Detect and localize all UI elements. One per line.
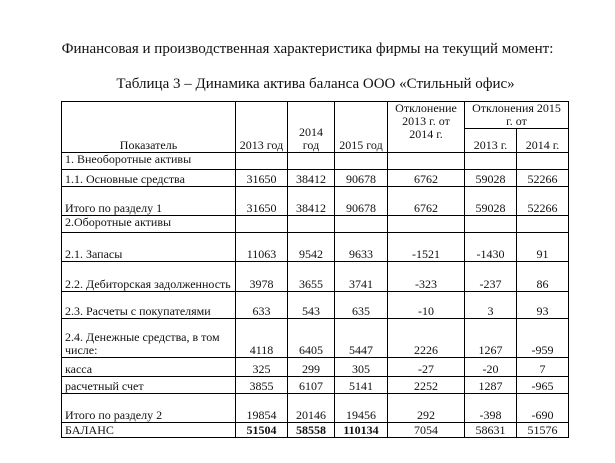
row-value: 9633 bbox=[335, 233, 388, 262]
table-row bbox=[62, 423, 569, 438]
row-value bbox=[517, 153, 569, 170]
row-value: 59028 bbox=[465, 170, 517, 187]
row-label: 2.2. Дебиторская задолженность bbox=[62, 262, 236, 292]
row-value: 635 bbox=[335, 292, 388, 319]
row-value: -1430 bbox=[465, 233, 517, 262]
row-value: -323 bbox=[388, 262, 465, 292]
table-title: Таблица 3 – Динамика актива баланса ООО «Стильный офис» bbox=[116, 76, 515, 92]
row-value: 299 bbox=[288, 358, 335, 377]
row-value bbox=[288, 153, 335, 170]
row-value: -690 bbox=[517, 394, 569, 423]
row-value: -20 bbox=[465, 358, 517, 377]
row-value: 52266 bbox=[517, 187, 569, 216]
row-value: 5141 bbox=[335, 377, 388, 394]
row-value: 93 bbox=[517, 292, 569, 319]
row-value: 543 bbox=[288, 292, 335, 319]
row-value: 2252 bbox=[388, 377, 465, 394]
row-value: 19456 bbox=[335, 394, 388, 423]
row-value: 91 bbox=[517, 233, 569, 262]
table-row bbox=[62, 170, 569, 187]
row-value: 51576 bbox=[517, 423, 569, 438]
row-value bbox=[335, 153, 388, 170]
table-row bbox=[62, 262, 569, 292]
row-value: 1267 bbox=[465, 319, 517, 358]
row-value: 11063 bbox=[236, 233, 288, 262]
row-label: расчетный счет bbox=[62, 377, 236, 394]
row-value: 19854 bbox=[236, 394, 288, 423]
table-row bbox=[62, 394, 569, 423]
row-label: БАЛАНС bbox=[62, 423, 236, 438]
row-value: 5447 bbox=[335, 319, 388, 358]
table-row bbox=[62, 319, 569, 358]
row-value: 3978 bbox=[236, 262, 288, 292]
row-value: 86 bbox=[517, 262, 569, 292]
header-deviation-2015-group: Отклонения 2015 г. от bbox=[465, 102, 569, 129]
page-heading: Финансовая и производственная характеристика фирмы на текущий момент: bbox=[61, 41, 554, 57]
row-value: 292 bbox=[388, 394, 465, 423]
row-value: -10 bbox=[388, 292, 465, 319]
row-value: 38412 bbox=[288, 170, 335, 187]
asset-dynamics-table bbox=[61, 101, 569, 438]
row-value: 110134 bbox=[335, 423, 388, 438]
row-value: -27 bbox=[388, 358, 465, 377]
row-value bbox=[236, 153, 288, 170]
row-label: 2.4. Денежные средства, в том числе: bbox=[62, 319, 236, 358]
row-value: 6107 bbox=[288, 377, 335, 394]
table-row bbox=[62, 153, 569, 170]
row-value bbox=[388, 216, 465, 233]
header-deviation-2015-vs-2014: 2014 г. bbox=[517, 129, 569, 153]
row-value: 3855 bbox=[236, 377, 288, 394]
row-label: 2.1. Запасы bbox=[62, 233, 236, 262]
row-value: 52266 bbox=[517, 170, 569, 187]
row-value bbox=[465, 216, 517, 233]
row-value: 6762 bbox=[388, 170, 465, 187]
row-value: -237 bbox=[465, 262, 517, 292]
table-row bbox=[62, 233, 569, 262]
row-value: 7054 bbox=[388, 423, 465, 438]
header-deviation-2013: Отклонение 2013 г. от 2014 г. bbox=[388, 102, 465, 153]
row-value: 7 bbox=[517, 358, 569, 377]
row-value bbox=[517, 216, 569, 233]
row-value: 38412 bbox=[288, 187, 335, 216]
row-value: 3741 bbox=[335, 262, 388, 292]
row-label: 1.1. Основные средства bbox=[62, 170, 236, 187]
row-value bbox=[388, 153, 465, 170]
row-value: 2226 bbox=[388, 319, 465, 358]
row-label: Итого по разделу 2 bbox=[62, 394, 236, 423]
header-2013: 2013 год bbox=[236, 102, 288, 153]
row-value: 90678 bbox=[335, 187, 388, 216]
table-row bbox=[62, 377, 569, 394]
row-value bbox=[288, 216, 335, 233]
row-value: 31650 bbox=[236, 170, 288, 187]
row-value: 6762 bbox=[388, 187, 465, 216]
row-label: 1. Внеоборотные активы bbox=[62, 153, 236, 170]
row-label: Итого по разделу 1 bbox=[62, 187, 236, 216]
row-label: 2.Оборотные активы bbox=[62, 216, 236, 233]
row-label: касса bbox=[62, 358, 236, 377]
table-row bbox=[62, 187, 569, 216]
row-value: -398 bbox=[465, 394, 517, 423]
row-value: -965 bbox=[517, 377, 569, 394]
row-value: 3655 bbox=[288, 262, 335, 292]
row-value: 90678 bbox=[335, 170, 388, 187]
row-value: 3 bbox=[465, 292, 517, 319]
row-value: 31650 bbox=[236, 187, 288, 216]
header-2015: 2015 год bbox=[335, 102, 388, 153]
row-value bbox=[335, 216, 388, 233]
row-value bbox=[465, 153, 517, 170]
row-value: 9542 bbox=[288, 233, 335, 262]
row-value: 1287 bbox=[465, 377, 517, 394]
row-value: 59028 bbox=[465, 187, 517, 216]
header-deviation-2015-vs-2013: 2013 г. bbox=[465, 129, 517, 153]
row-value: 58631 bbox=[465, 423, 517, 438]
row-value: 633 bbox=[236, 292, 288, 319]
table-row bbox=[62, 292, 569, 319]
header-indicator: Показатель bbox=[62, 102, 236, 153]
row-value: -959 bbox=[517, 319, 569, 358]
table-row bbox=[62, 358, 569, 377]
row-value: 58558 bbox=[288, 423, 335, 438]
row-value: 6405 bbox=[288, 319, 335, 358]
row-value: -1521 bbox=[388, 233, 465, 262]
row-value: 20146 bbox=[288, 394, 335, 423]
row-value bbox=[236, 216, 288, 233]
table-row bbox=[62, 216, 569, 233]
row-value: 51504 bbox=[236, 423, 288, 438]
row-label: 2.3. Расчеты с покупателями bbox=[62, 292, 236, 319]
row-value: 305 bbox=[335, 358, 388, 377]
row-value: 325 bbox=[236, 358, 288, 377]
header-2014: 2014 год bbox=[288, 102, 335, 153]
row-value: 4118 bbox=[236, 319, 288, 358]
